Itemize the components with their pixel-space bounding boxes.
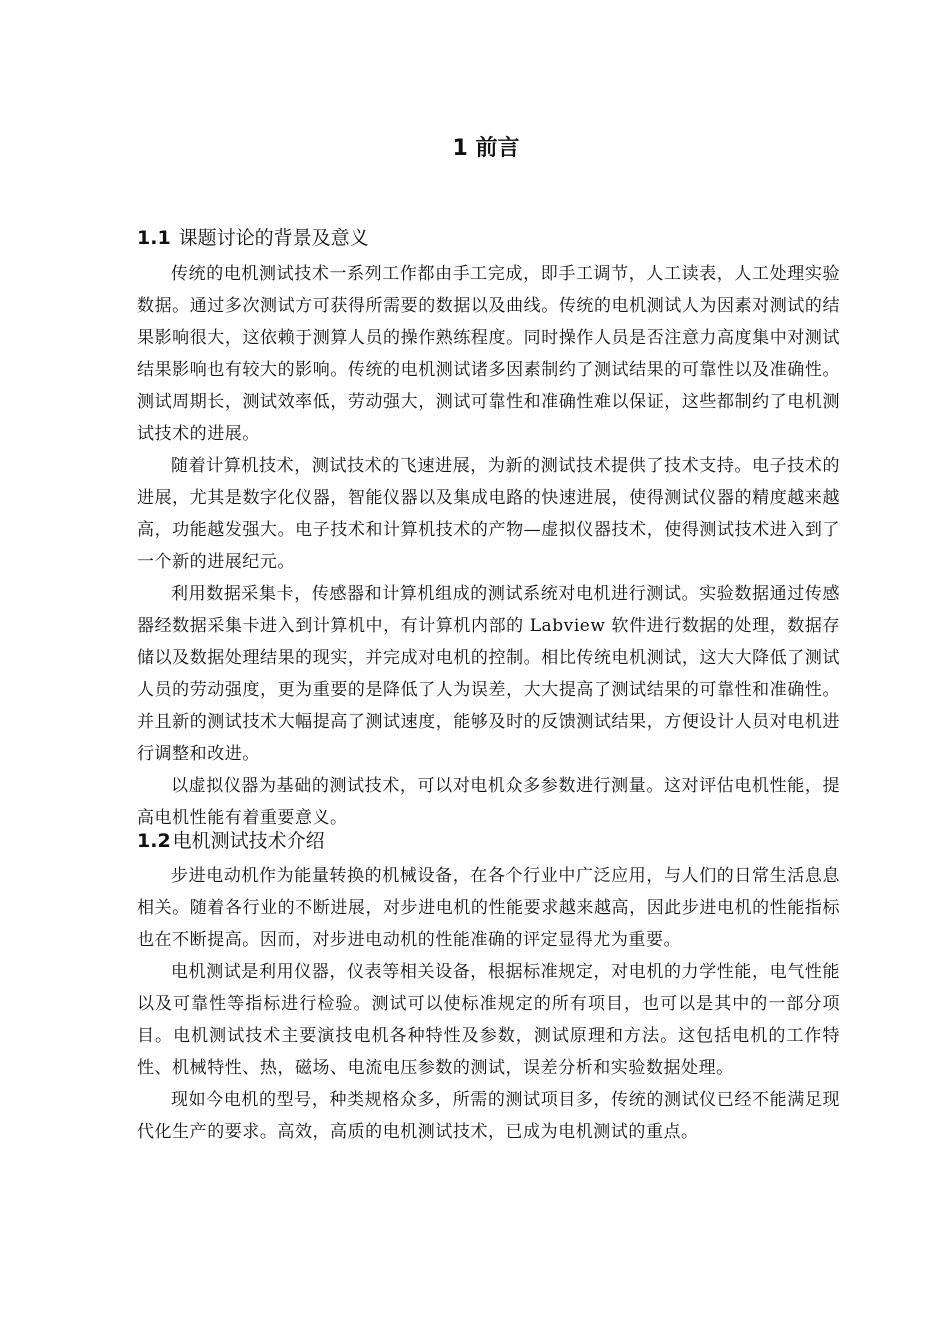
paragraph: 利用数据采集卡，传感器和计算机组成的测试系统对电机进行测试。实验数据通过传感器经数据采集卡进入到计算机中，有计算机内部的 Labview 软件进行数据的处理，数据存储以及数据处理结果的现实，并完成对电机的控制。相比传统电机测试，这大大降低了测试人员的劳动强度，更为重要的是降低了人为误差，大大提高了测试结果的可靠性和准确性。并且新的测试技术大幅提高了测试速度，能够及时的反馈测试结果，方便设计人员对电机进行调整和改进。 bbox=[137, 584, 840, 764]
paragraph: 电机测试是利用仪器，仪表等相关设备，根据标准规定，对电机的力学性能，电气性能以及可靠性等指标进行检验。测试可以使标准规定的所有项目，也可以是其中的一部分项目。电机测试技术主要演技电机各种特性及参数，测试原理和方法。这包括电机的工作特性、机械特性、热，磁场、电流电压参数的测试，误差分析和实验数据处理。 bbox=[137, 962, 840, 1078]
section-title: 课题讨论的背景及意义 bbox=[178, 227, 369, 249]
paragraph: 随着计算机技术，测试技术的飞速进展，为新的测试技术提供了技术支持。电子技术的进展，尤其是数字化仪器，智能仪器以及集成电路的快速进展，使得测试仪器的精度越来越高，功能越发强大。电子技术和计算机技术的产物—虚拟仪器技术，使得测试技术进入到了一个新的进展纪元。 bbox=[137, 456, 840, 572]
section-heading-1-2 bbox=[137, 827, 325, 855]
section-title: 电机测试技术介绍 bbox=[172, 830, 325, 852]
paragraph: 以虚拟仪器为基础的测试技术，可以对电机众多参数进行测量。这对评估电机性能，提高电机性能有着重要意义。 bbox=[137, 776, 840, 828]
section-body-1-1 bbox=[137, 258, 840, 834]
section-heading-1-1 bbox=[137, 224, 369, 252]
paragraph: 步进电动机作为能量转换的机械设备，在各个行业中广泛应用，与人们的日常生活息息相关。随着各行业的不断进展，对步进电机的性能要求越来越高，因此步进电机的性能指标也在不断提高。因而，对步进电动机的性能准确的评定显得尤为重要。 bbox=[137, 866, 840, 950]
section-number: 1.2 bbox=[137, 830, 171, 852]
chapter-title: 1 前言 bbox=[452, 136, 520, 161]
section-body-1-2 bbox=[137, 860, 840, 1148]
paragraph: 现如今电机的型号，种类规格众多，所需的测试项目多，传统的测试仪已经不能满足现代化生产的要求。高效，高质的电机测试技术，已成为电机测试的重点。 bbox=[137, 1090, 840, 1142]
section-number: 1.1 bbox=[137, 227, 171, 249]
paragraph: 传统的电机测试技术一系列工作都由手工完成，即手工调节，人工读表，人工处理实验数据。通过多次测试方可获得所需要的数据以及曲线。传统的电机测试人为因素对测试的结果影响很大，这依赖于测算人员的操作熟练程度。同时操作人员是否注意力高度集中对测试结果影响也有较大的影响。传统的电机测试诸多因素制约了测试结果的可靠性以及准确性。测试周期长，测试效率低，劳动强大，测试可靠性和准确性难以保证，这些都制约了电机测试技术的进展。 bbox=[137, 264, 840, 444]
